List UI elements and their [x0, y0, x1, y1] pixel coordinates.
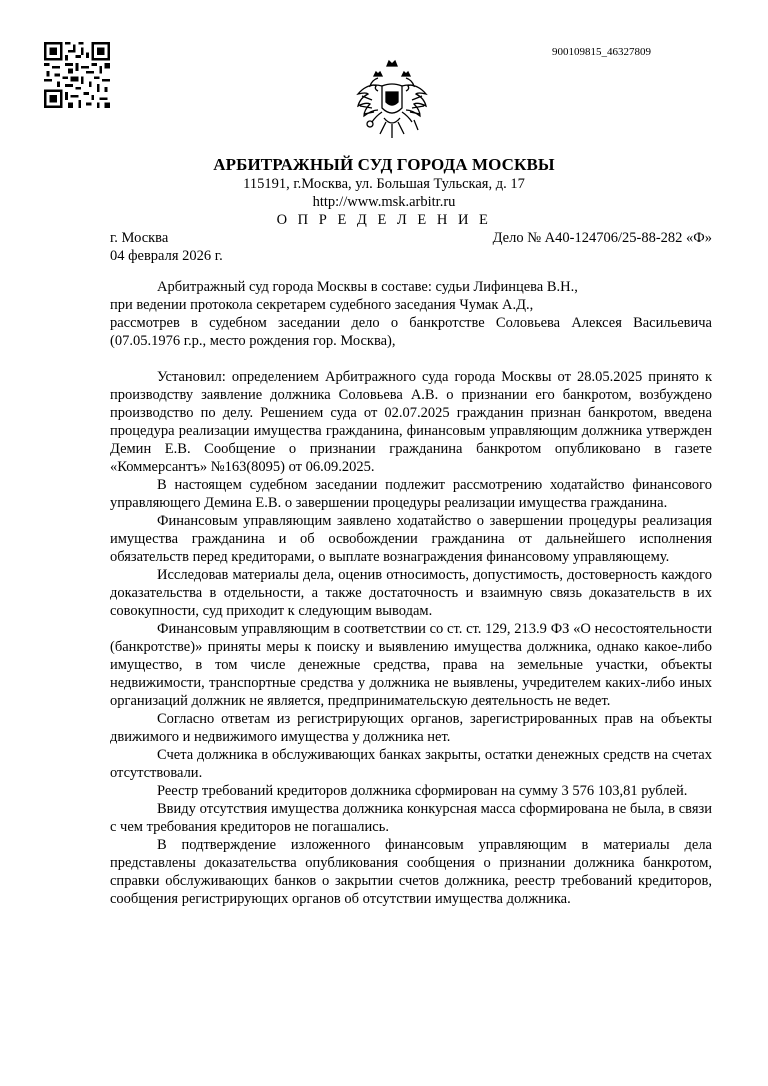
paragraph: Ввиду отсутствия имущества должника конкурсная масса сформирована не была, в связи с чем требования кредиторов не погашались.	[110, 801, 712, 835]
document-body	[110, 278, 712, 908]
court-name: АРБИТРАЖНЫЙ СУД ГОРОДА МОСКВЫ	[213, 155, 555, 174]
qr-code-icon	[44, 42, 110, 108]
court-address: 115191, г.Москва, ул. Большая Тульская, д. 17	[243, 176, 525, 192]
document-date: 04 февраля 2026 г.	[110, 248, 223, 264]
city: г. Москва	[110, 230, 169, 246]
paragraph: В настоящем судебном заседании подлежит рассмотрению ходатайство финансового управляющего Демина Е.В. о завершении процедуры реализации имущества гражданина.	[110, 477, 712, 511]
paragraph: Счета должника в обслуживающих банках закрыты, остатки денежных средств на счетах отсутствовали.	[110, 747, 712, 781]
document-id: 900109815_46327809	[552, 46, 651, 58]
paragraph: Финансовым управляющим заявлено ходатайство о завершении процедуры реализация имущества гражданина и об освобождении гражданина от дальнейшего исполнения обязательств перед кредиторами, о выплате вознаграждения финансовому управляющему.	[110, 513, 712, 565]
paragraph: Установил: определением Арбитражного суда города Москвы от 28.05.2025 принято к производству заявление должника Соловьева А.В. о признании его банкротом, возбуждено производство по делу. Решением суда от 02.07.2025 гражданин признан банкротом, введена процедура реализации имущества гражданина, финансовым управляющим должника утвержден Демин Е.В. Сообщение о признании гражданина банкротом опубликовано в газете «Коммерсантъ» №163(8095) от 06.09.2025.	[110, 369, 712, 475]
paragraph: Согласно ответам из регистрирующих органов, зарегистрированных прав на объекты движимого и недвижимого имущества у должника нет.	[110, 711, 712, 745]
intro-line-2: при ведении протокола секретарем судебного заседания Чумак А.Д.,	[110, 297, 534, 313]
paragraph: Реестр требований кредиторов должника сформирован на сумму 3 576 103,81 рублей.	[157, 783, 688, 799]
intro-line-1: Арбитражный суд города Москвы в составе: судьи Лифинцева В.Н.,	[157, 279, 578, 295]
court-website[interactable]: http://www.msk.arbitr.ru	[312, 194, 456, 210]
document-title: О П Р Е Д Е Л Е Н И Е	[276, 212, 492, 228]
paragraph: В подтверждение изложенного финансовым управляющим в материалы дела представлены доказательства опубликования сообщения о признании должника банкротом, справки обслуживающих банков о закрытии счетов должника, реестр требований кредиторов, сообщения регистрирующих органов об отсутствии имущества должника.	[110, 837, 712, 907]
intro-line-3: рассмотрев в судебном заседании дело о банкротстве Соловьева Алексея Васильевича (07.05.1976 г.р., место рождения гор. Москва),	[110, 315, 712, 349]
case-number: Дело № А40-124706/25-88-282 «Ф»	[492, 230, 712, 246]
paragraph: Финансовым управляющим в соответствии со ст. ст. 129, 213.9 ФЗ «О несостоятельности (банкротстве)» приняты меры к поиску и выявлению имущества должника, однако какое-либо имущество, в том числе денежные средства, права на земельные участки, объекты недвижимости, транспортные средства у должника не выявлены, учредителем каких-либо иных организаций должник не является, предпринимательскую деятельность не ведет.	[110, 621, 712, 709]
coat-of-arms-icon	[354, 56, 430, 146]
paragraph: Исследовав материалы дела, оценив относимость, допустимость, достоверность каждого доказательства в отдельности, а также достаточность и взаимную связь доказательств в их совокупности, суд приходит к следующим выводам.	[110, 567, 712, 619]
